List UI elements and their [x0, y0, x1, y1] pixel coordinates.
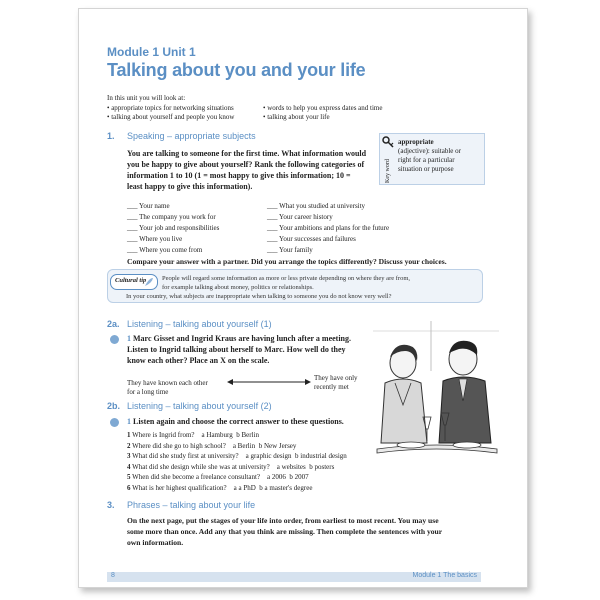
section3-title: Phrases – talking about your life: [127, 500, 256, 510]
rank-list-right: [267, 201, 389, 256]
scale-left-label: They have known each other for a long time: [127, 379, 208, 396]
intro-bullet-left-2: • talking about yourself and people you know: [107, 113, 235, 121]
keyword-box: [379, 133, 485, 185]
intro-lead: In this unit you will look at:: [107, 94, 186, 102]
cultural-tip-question: In your country, what subjects are inappropriate when talking to someone you do not know very well?: [126, 293, 392, 300]
section3-instruction: On the next page, put the stages of your life into order, from earliest to most recent. You may use some more than once. Add any that you think are missing. Then complete the sentences with your own information.: [127, 516, 443, 547]
keyword-sidebar: [382, 136, 394, 182]
rank-item: ___ Your ambitions and plans for the future: [267, 224, 390, 232]
audio-cd-icon: [110, 335, 119, 344]
page-footer: [107, 572, 481, 582]
rank-item: ___ The company you work for: [127, 213, 216, 221]
intro-bullet-right-1: • words to help you express dates and time: [263, 104, 383, 112]
key-icon: [382, 136, 394, 148]
footer-module: Module 1 The basics: [412, 572, 477, 579]
rank-item: ___ Your name: [127, 202, 170, 210]
keyword-definition: appropriate (adjective): suitable or right for a particular situation or purpose: [398, 138, 461, 173]
intro-bullet-right-2: • talking about your life: [263, 113, 330, 121]
rank-item: ___ Your successes and failures: [267, 235, 356, 243]
question-item: 5 When did she become a freelance consultant? a 2006 b 2007: [127, 473, 309, 481]
rank-item: ___ Where you come from: [127, 246, 203, 254]
scale-arrow: [227, 377, 311, 387]
section2a-instruction: 1 Marc Gisset and Ingrid Kraus are having lunch after a meeting. Listen to Ingrid talking about herself to Marc. How well do they know each other? Place an X on the scale.: [127, 334, 351, 365]
question-item: 4 What did she design while she was at university? a websites b posters: [127, 462, 335, 471]
question-item: 3 What did she study first at university? a graphic design b industrial design: [127, 452, 347, 460]
keyword-label: Key word: [385, 159, 391, 183]
section2a-number: 2a.: [107, 319, 120, 329]
tip-leaf-icon: [144, 277, 154, 287]
section2b-title: Listening – talking about yourself (2): [127, 401, 272, 411]
question-item: 2 Where did she go to high school? a Berlin b New Jersey: [127, 441, 297, 450]
textbook-page: [78, 8, 528, 588]
section1-title: Speaking – appropriate subjects: [127, 131, 256, 141]
intro-bullet-left-1: • appropriate topics for networking situations: [107, 104, 234, 112]
cultural-tip-box: [107, 269, 483, 303]
section2a-title: Listening – talking about yourself (1): [127, 319, 272, 329]
lunch-illustration: [371, 321, 501, 491]
compare-instruction: Compare your answer with a partner. Did you arrange the topics differently? Discuss your choices.: [127, 257, 447, 266]
rank-item: ___ Your job and responsibilities: [127, 224, 220, 232]
module-label: Module 1 Unit 1: [107, 45, 196, 59]
section2b-number: 2b.: [107, 401, 121, 411]
rank-item: ___ Where you live: [127, 235, 183, 243]
scale-right-label: They have only recently met: [314, 374, 358, 391]
section1-instruction: You are talking to someone for the first time. What information would you be happy to give about yourself? Rank the following categories of information 1 to 10 (1 = most happy to give this information; 10 = least happy to give this information).: [127, 149, 367, 191]
question-item: 1 Where is Ingrid from? a Hamburg b Berlin: [127, 431, 259, 439]
page-title: Talking about you and your life: [107, 60, 366, 80]
section1-number: 1.: [107, 131, 115, 141]
cultural-tip-text: People will regard some information as more or less private depending on where they are from, for example talking about money, politics or relationships.: [162, 275, 411, 291]
rank-list-left: [127, 201, 219, 256]
question-list: [127, 430, 347, 493]
question-item: 6 What is her highest qualification? a a PhD b a master's degree: [127, 483, 313, 492]
audio-cd-icon: [110, 418, 119, 427]
rank-item: ___ Your family: [267, 246, 313, 254]
cultural-tip-badge: Cultural tip: [110, 274, 158, 290]
rank-item: ___ What you studied at university: [267, 202, 366, 210]
rank-item: ___ Your career history: [267, 213, 333, 221]
section2b-instruction: 1 Listen again and choose the correct answer to these questions.: [127, 417, 344, 426]
page-number: 8: [111, 572, 115, 579]
section3-number: 3.: [107, 500, 115, 510]
